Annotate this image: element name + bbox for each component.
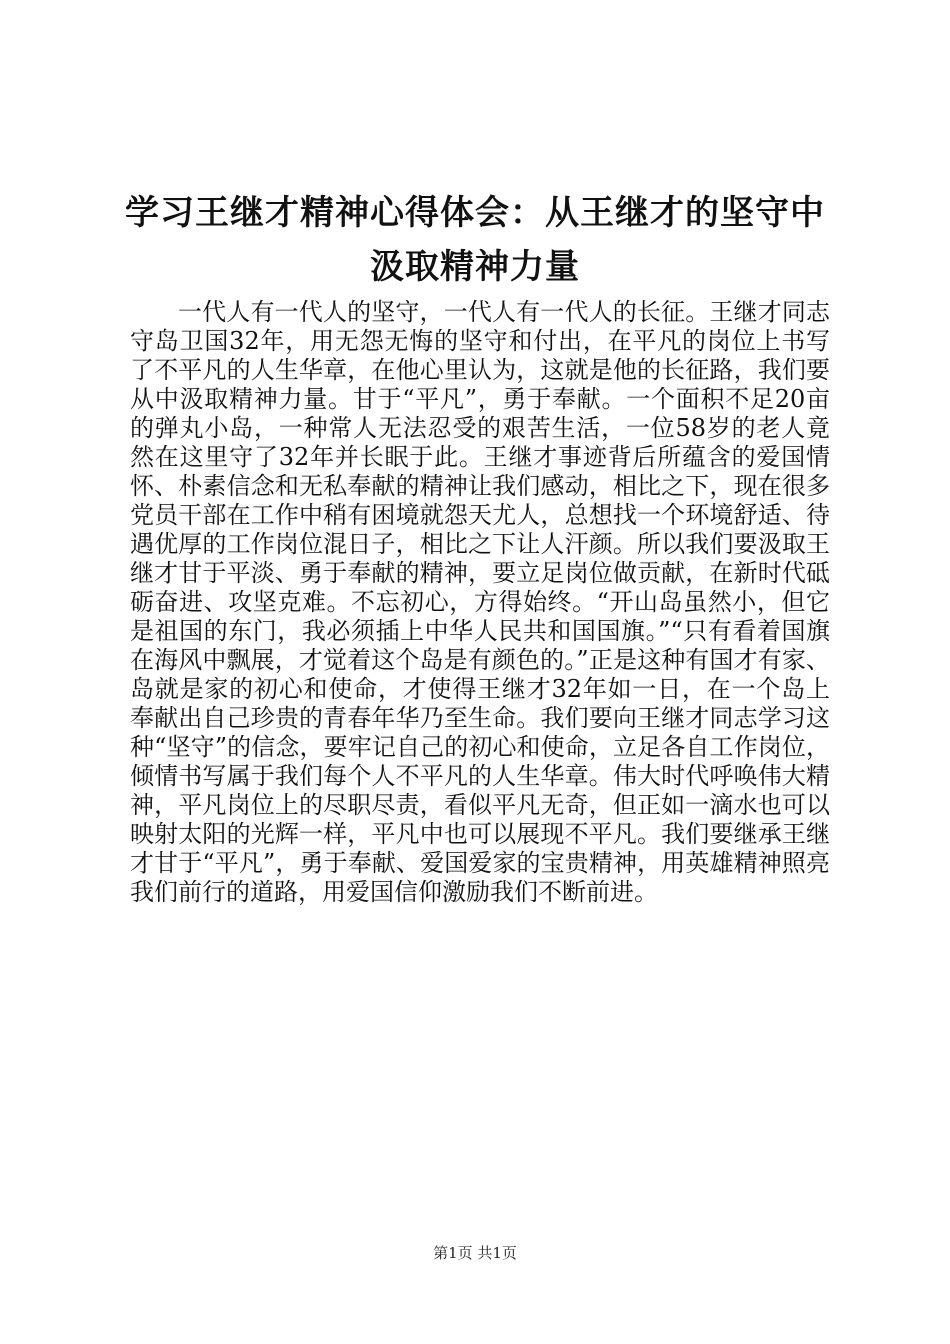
document-title xyxy=(110,186,840,294)
body-paragraph: 一代人有一代人的坚守，一代人有一代人的长征。王继才同志守岛卫国32年，用无怨无悔的坚守和付出，在平凡的岗位上书写了不平凡的人生华章，在他心里认为，这就是他的长征路，我们要从中汲取精神力量。甘于“平凡”，勇于奉献。一个面积不足20亩的弹丸小岛，一种常人无法忍受的艰苦生活，一位58岁的老人竟然在这里守了32年并长眠于此。王继才事迹背后所蕴含的爱国情怀、朴素信念和无私奉献的精神让我们感动，相比之下，现在很多党员干部在工作中稍有困境就怨天尤人，总想找一个环境舒适、待遇优厚的工作岗位混日子，相比之下让人汗颜。所以我们要汲取王继才甘于平淡、勇于奉献的精神，要立足岗位做贡献，在新时代砥砺奋进、攻坚克难。不忘初心，方得始终。“开山岛虽然小，但它是祖国的东门，我必须插上中华人民共和国国旗。”“只有看着国旗在海风中飘展，才觉着这个岛是有颜色的。”正是这种有国才有家、岛就是家的初心和使命，才使得王继才32年如一日，在一个岛上奉献出自己珍贵的青春年华乃至生命。我们要向王继才同志学习这种“坚守”的信念，要牢记自己的初心和使命，立足各自工作岗位，倾情书写属于我们每个人不平凡的人生华章。伟大时代呼唤伟大精神，平凡岗位上的尽职尽责，看似平凡无奇，但正如一滴水也可以映射太阳的光辉一样，平凡中也可以展现不平凡。我们要继承王继才甘于“平凡”，勇于奉献、爱国爱家的宝贵精神，用英雄精神照亮我们前行的道路，用爱国信仰激励我们不断前进。 xyxy=(130,298,830,906)
title-line-2: 汲取精神力量 xyxy=(370,247,580,287)
page-footer: 第1页 共1页 xyxy=(433,1244,517,1262)
title-line-1: 学习王继才精神心得体会：从王继才的坚守中 xyxy=(125,193,825,233)
